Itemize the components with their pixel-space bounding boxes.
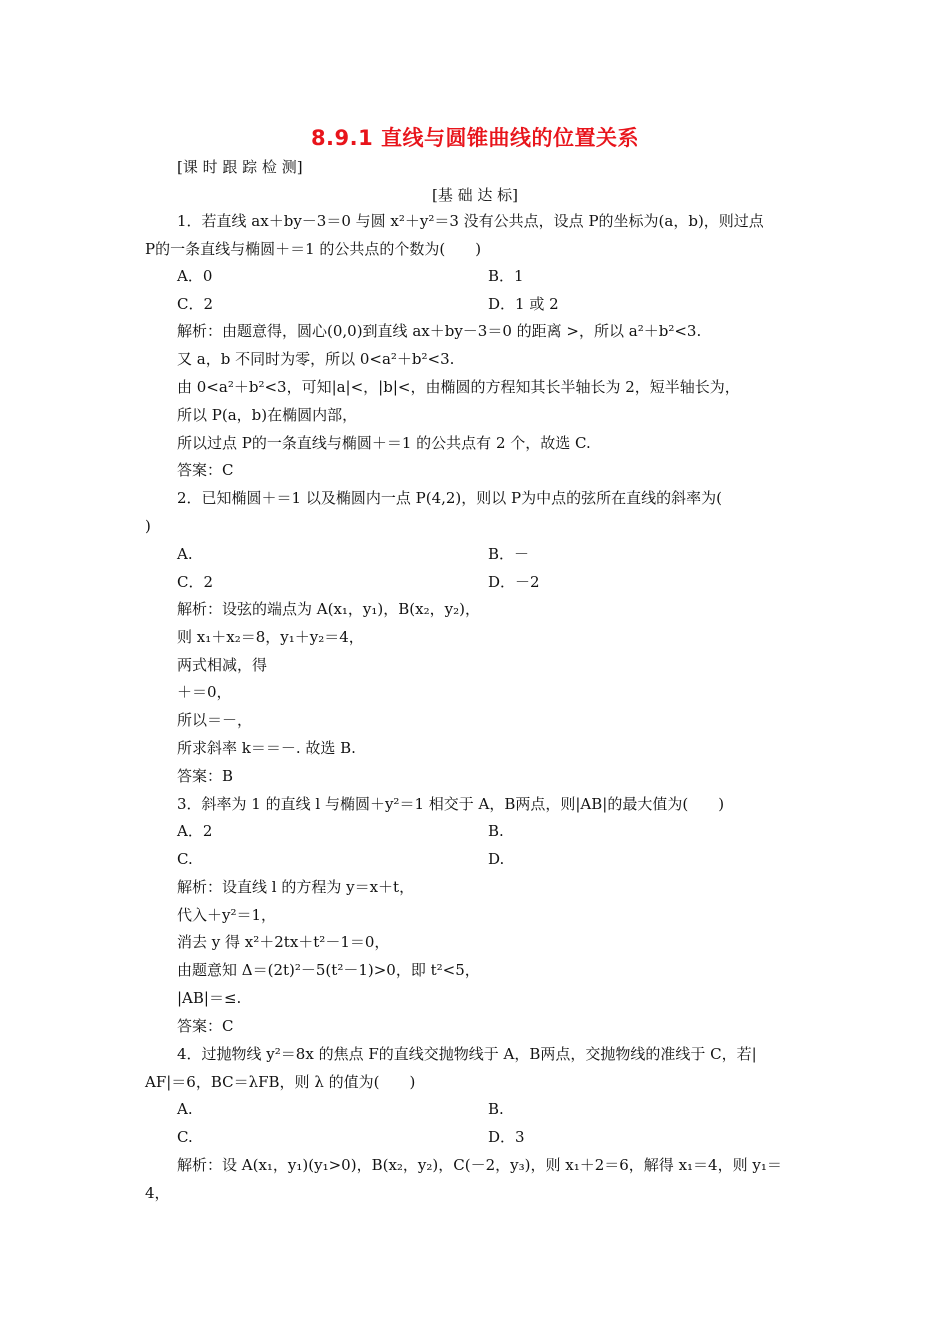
q1-option-b: B．1: [488, 267, 524, 285]
q2-option-a: A.: [177, 545, 193, 563]
q3-solution-line2: 代入＋y²＝1，: [177, 906, 277, 924]
q2-solution-line5: 所以＝－，: [177, 711, 253, 729]
q1-option-c: C．2: [177, 295, 214, 313]
q4-stem-line2: AF|＝6，BC＝λFB，则 λ 的值为( ): [145, 1073, 416, 1091]
q4-stem-line1: 4．过抛物线 y²＝8x 的焦点 F的直线交抛物线于 A，B两点，交抛物线的准线于 C，若|: [177, 1045, 757, 1063]
q2-answer: 答案：B: [177, 767, 234, 785]
q3-solution-line5: |AB|＝≤.: [177, 989, 242, 1007]
sub-label: [基 础 达 标]: [431, 186, 518, 204]
q3-solution-line3: 消去 y 得 x²＋2tx＋t²－1＝0，: [177, 933, 390, 951]
q3-stem-line1: 3．斜率为 1 的直线 l 与椭圆＋y²＝1 相交于 A，B两点，则|AB|的最大值为( ): [177, 795, 725, 813]
q2-option-b: B．－: [488, 545, 530, 563]
q2-solution-line1: 解析：设弦的端点为 A(x₁，y₁)，B(x₂，y₂)，: [177, 600, 480, 618]
q2-solution-line3: 两式相减，得: [177, 656, 268, 674]
q2-solution-line6: 所求斜率 k＝＝－. 故选 B.: [177, 739, 356, 757]
q4-option-b: B.: [488, 1100, 504, 1118]
q3-option-d: D.: [488, 850, 505, 868]
q2-solution-line2: 则 x₁＋x₂＝8，y₁＋y₂＝4，: [177, 628, 364, 646]
q1-solution-line3: 由 0<a²＋b²<3，可知|a|<，|b|<，由椭圆的方程知其长半轴长为 2，短半轴长为，: [177, 378, 740, 396]
q4-option-c: C.: [177, 1128, 193, 1146]
q4-option-d: D．3: [488, 1128, 525, 1146]
q2-stem-line2: ): [145, 517, 151, 535]
q2-option-c: C．2: [177, 573, 214, 591]
q1-solution-line5: 所以过点 P的一条直线与椭圆＋＝1 的公共点有 2 个，故选 C.: [177, 434, 591, 452]
q1-solution-line4: 所以 P(a，b)在椭圆内部，: [177, 406, 358, 424]
section-label: [课 时 跟 踪 检 测]: [177, 158, 303, 176]
q1-option-a: A．0: [177, 267, 213, 285]
q3-solution-line1: 解析：设直线 l 的方程为 y＝x＋t，: [177, 878, 415, 896]
q2-solution-line4: ＋＝0，: [177, 683, 232, 701]
q4-option-a: A.: [177, 1100, 193, 1118]
q1-answer: 答案：C: [177, 461, 234, 479]
q3-solution-line4: 由题意知 Δ＝(2t)²－5(t²－1)>0，即 t²<5，: [177, 961, 480, 979]
q1-stem-line1: 1．若直线 ax＋by－3＝0 与圆 x²＋y²＝3 没有公共点，设点 P的坐标为(a，b)，则过点: [177, 212, 764, 230]
page-title: 8.9.1 直线与圆锥曲线的位置关系: [310, 126, 640, 150]
q2-option-d: D．－2: [488, 573, 540, 591]
q3-answer: 答案：C: [177, 1017, 234, 1035]
q1-solution-line1: 解析：由题意得，圆心(0,0)到直线 ax＋by－3＝0 的距离 >，所以 a²＋b²<3.: [177, 322, 702, 340]
q1-option-d: D．1 或 2: [488, 295, 559, 313]
q2-stem-line1: 2．已知椭圆＋＝1 以及椭圆内一点 P(4,2)，则以 P为中点的弦所在直线的斜率为(: [177, 489, 722, 507]
q3-option-b: B.: [488, 822, 504, 840]
q3-option-c: C.: [177, 850, 193, 868]
q4-solution-line2: 4，: [145, 1184, 170, 1202]
q4-solution-line1: 解析：设 A(x₁，y₁)(y₁>0)，B(x₂，y₂)，C(－2，y₃)，则 x₁＋2＝6，解得 x₁＝4，则 y₁＝: [177, 1156, 782, 1174]
q1-solution-line2: 又 a，b 不同时为零，所以 0<a²＋b²<3.: [177, 350, 455, 368]
q1-stem-line2: P的一条直线与椭圆＋＝1 的公共点的个数为( ): [145, 240, 482, 258]
q3-option-a: A．2: [177, 822, 213, 840]
